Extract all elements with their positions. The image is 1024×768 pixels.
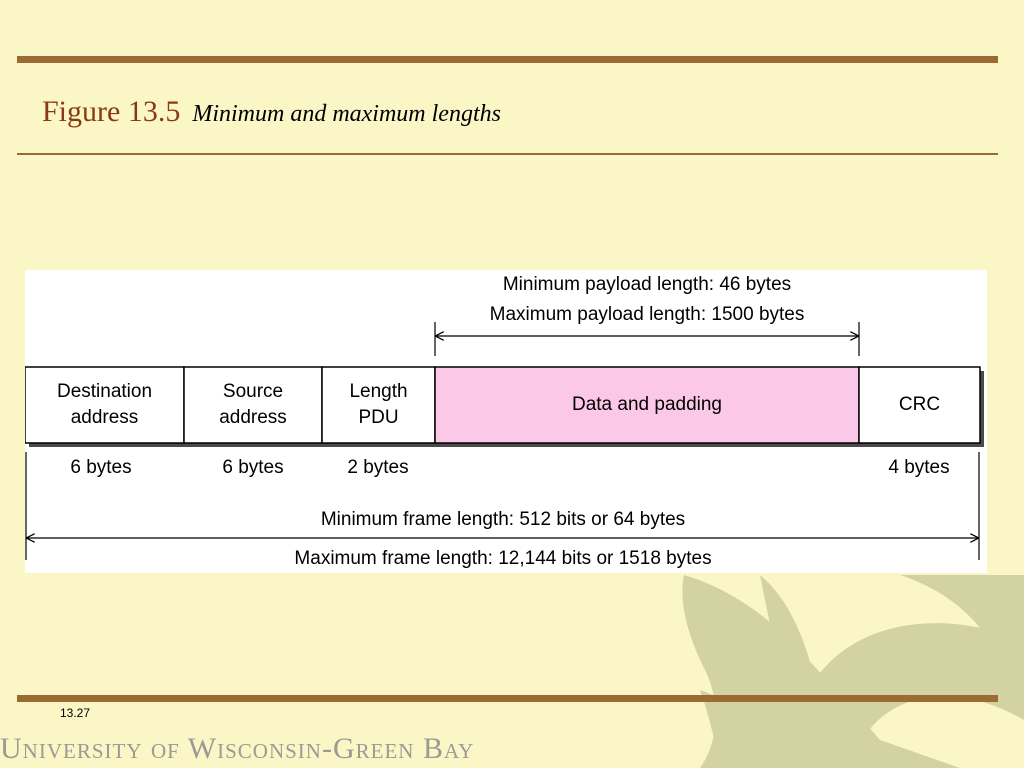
- payload-max-label: Maximum payload length: 1500 bytes: [489, 304, 805, 325]
- frame-max-label: Maximum frame length: 12,144 bits or 1518 bytes: [294, 548, 712, 569]
- frame-min-label: Minimum frame length: 512 bits or 64 bytes: [320, 509, 686, 530]
- field-source-line1: Source: [222, 380, 284, 402]
- field-destination: [25, 367, 184, 443]
- field-destination-line1: Destination: [56, 380, 153, 402]
- crc-size: 4 bytes: [888, 457, 950, 478]
- figure-caption: Minimum and maximum lengths: [192, 101, 501, 127]
- payload-min-label: Minimum payload length: 46 bytes: [502, 274, 792, 295]
- university-footer: University of Wisconsin-Green Bay: [0, 732, 475, 765]
- figure-number: Figure 13.5: [42, 95, 181, 128]
- top-rule: [17, 56, 998, 63]
- field-destination-line2: address: [70, 407, 139, 428]
- field-source-line2: address: [219, 407, 287, 428]
- field-length: [322, 367, 435, 443]
- length-size: 2 bytes: [347, 457, 409, 478]
- slide-number: 13.27: [60, 706, 91, 720]
- field-crc-label: CRC: [898, 393, 941, 415]
- field-source: [184, 367, 322, 443]
- bottom-rule: [17, 695, 998, 702]
- field-crc: [859, 367, 980, 443]
- field-length-line1: Length: [349, 380, 408, 402]
- source-size: 6 bytes: [222, 457, 284, 478]
- field-data: [435, 367, 859, 443]
- slide-title: [42, 92, 501, 129]
- frame-length-diagram: [25, 270, 987, 573]
- field-data-label: Data and padding: [571, 393, 722, 415]
- title-rule: [17, 153, 998, 155]
- destination-size: 6 bytes: [70, 457, 132, 478]
- field-length-line2: PDU: [358, 407, 399, 428]
